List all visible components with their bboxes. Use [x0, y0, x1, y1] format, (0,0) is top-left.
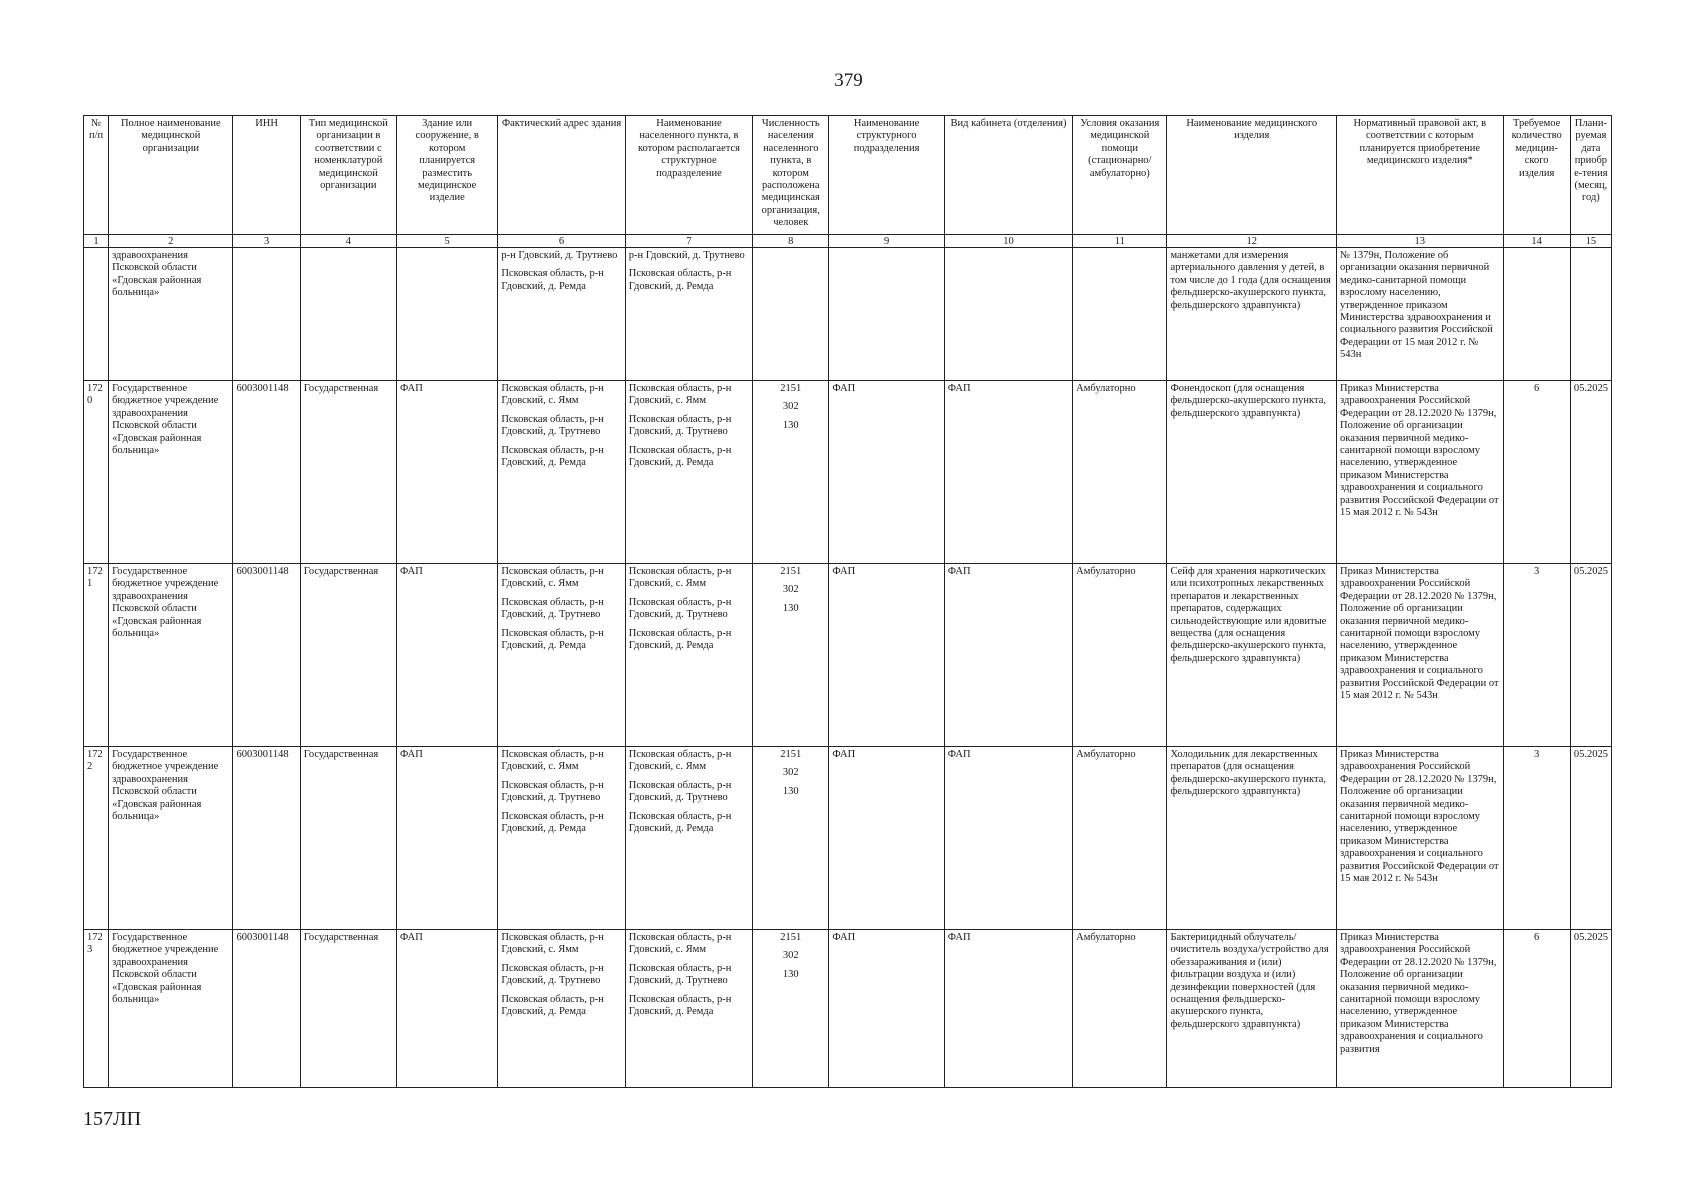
document-code: 157ЛП — [83, 1108, 142, 1130]
cell-device: Холодильник для лекарственных препаратов (для оснащения фельдшерско-акушерского пункта, фельдшерского здравпункта) — [1167, 747, 1337, 930]
cell-org: Государственное бюджетное учреждение здравоохранения Псковской области «Гдовская районная больница» — [109, 930, 233, 1088]
table-row — [84, 747, 1612, 930]
population-value: 2151 — [780, 749, 802, 760]
cell-num: 1721 — [84, 564, 109, 747]
cell-inn: 6003001148 — [233, 930, 300, 1088]
address-line: Псковская область, р-н Гдовский, д. Трутнево — [501, 962, 604, 987]
cell-unit: ФАП — [829, 930, 944, 1088]
cell-org: Государственное бюджетное учреждение здравоохранения Псковской области «Гдовская районная больница» — [109, 381, 233, 564]
cell-date: 05.2025 — [1570, 381, 1611, 564]
address-line: Псковская область, р-н Гдовский, д. Трутнево — [501, 413, 604, 438]
population-value: 302 — [782, 950, 799, 962]
address-line: Псковская область, р-н Гдовский, д. Ремда — [501, 810, 604, 835]
cell-office: ФАП — [944, 747, 1072, 930]
cell-address — [498, 248, 625, 381]
col-number: 14 — [1503, 235, 1570, 248]
cell-conditions: Амбулаторно — [1073, 381, 1167, 564]
cell-device: Бактерицидный облучатель/очиститель воздуха/устройство для обеззараживания и (или) фильтрации воздуха и (или) дезинфекции поверхностей (для оснащения фельдшерско-акушерского пункта, фельдшерского здравпункта) — [1167, 930, 1337, 1088]
cell-building: ФАП — [397, 747, 498, 930]
population-value: 2151 — [780, 566, 802, 577]
population-value: 130 — [782, 968, 799, 980]
col-header: Здание или сооружение, в котором планируется разместить медицинское изделие — [397, 116, 498, 235]
cell-building: ФАП — [397, 381, 498, 564]
address-line: Псковская область, р-н Гдовский, с. Ямм — [501, 566, 604, 590]
col-number: 9 — [829, 235, 944, 248]
cell-org: здравоохранения Псковской области «Гдовская районная больница» — [109, 248, 233, 381]
cell-building: ФАП — [397, 564, 498, 747]
col-number: 1 — [84, 235, 109, 248]
col-number: 7 — [625, 235, 752, 248]
table-row — [84, 381, 1612, 564]
col-number: 13 — [1337, 235, 1504, 248]
cell-num — [84, 248, 109, 381]
population-value: 302 — [782, 584, 799, 596]
col-header: Условия оказания медицинской помощи (стационарно/ амбулаторно) — [1073, 116, 1167, 235]
cell-address — [498, 747, 625, 930]
cell-conditions: Амбулаторно — [1073, 564, 1167, 747]
col-header: Нормативный правовой акт, в соответствии с которым планируется приобретение медицинского изделия* — [1337, 116, 1504, 235]
col-header: ИНН — [233, 116, 300, 235]
col-header: Полное наименование медицинской организации — [109, 116, 233, 235]
cell-act: № 1379н, Положение об организации оказания первичной медико-санитарной помощи взрослому населению, утвержденное приказом Министерства здравоохранения и социального развития Российской Федерации от 15 мая 2012 г. № 543н — [1337, 248, 1504, 381]
cell-population — [753, 930, 829, 1088]
locality-line: Псковская область, р-н Гдовский, с. Ямм — [628, 932, 732, 956]
locality-line: Псковская область, р-н Гдовский, д. Ремда — [628, 444, 732, 469]
cell-qty: 6 — [1503, 381, 1570, 564]
cell-address — [498, 930, 625, 1088]
col-number: 10 — [944, 235, 1072, 248]
col-number: 4 — [300, 235, 396, 248]
cell-org: Государственное бюджетное учреждение здравоохранения Псковской области «Гдовская районная больница» — [109, 564, 233, 747]
locality-line: Псковская область, р-н Гдовский, д. Ремда — [628, 268, 732, 292]
cell-locality — [625, 381, 752, 564]
cell-type: Государственная — [300, 381, 396, 564]
locality-line: Псковская область, р-н Гдовский, д. Трутнево — [628, 962, 732, 987]
cell-type: Государственная — [300, 747, 396, 930]
cell-date: 05.2025 — [1570, 564, 1611, 747]
cell-unit: ФАП — [829, 381, 944, 564]
col-header: Требуемое количество медицин-ского изделия — [1503, 116, 1570, 235]
cell-type: Государственная — [300, 564, 396, 747]
cell-act: Приказ Министерства здравоохранения Российской Федерации от 28.12.2020 № 1379н, Положение об организации оказания первичной медико-санитарной помощи взрослому населению, утвержденное приказом Министерства здравоохранения и социального развития Российской Федерации от 15 мая 2012 г. № 543н — [1337, 747, 1504, 930]
locality-line: Псковская область, р-н Гдовский, д. Трутнево — [628, 413, 732, 438]
cell-building: ФАП — [397, 930, 498, 1088]
locality-line: Псковская область, р-н Гдовский, с. Ямм — [628, 749, 732, 773]
cell-inn: 6003001148 — [233, 381, 300, 564]
cell-qty — [1503, 248, 1570, 381]
cell-num: 1723 — [84, 930, 109, 1088]
cell-address — [498, 381, 625, 564]
locality-line: Псковская область, р-н Гдовский, с. Ямм — [628, 383, 732, 407]
address-line: Псковская область, р-н Гдовский, д. Трутнево — [501, 596, 604, 621]
col-header: Численность населения населенного пункта, в котором расположена медицинская организация, человек — [753, 116, 829, 235]
locality-line: Псковская область, р-н Гдовский, д. Ремда — [628, 993, 732, 1018]
cell-type — [300, 248, 396, 381]
cell-population — [753, 248, 829, 381]
col-number: 11 — [1073, 235, 1167, 248]
locality-line: Псковская область, р-н Гдовский, с. Ямм — [628, 566, 732, 590]
cell-num: 1722 — [84, 747, 109, 930]
col-number: 5 — [397, 235, 498, 248]
locality-line: Псковская область, р-н Гдовский, д. Трутнево — [628, 779, 732, 804]
table-row — [84, 564, 1612, 747]
population-value: 302 — [782, 767, 799, 779]
cell-conditions: Амбулаторно — [1073, 747, 1167, 930]
cell-address — [498, 564, 625, 747]
address-line: Псковская область, р-н Гдовский, д. Ремда — [501, 268, 604, 292]
col-header: № п/п — [84, 116, 109, 235]
col-header: Вид кабинета (отделения) — [944, 116, 1072, 235]
address-line: Псковская область, р-н Гдовский, с. Ямм — [501, 383, 604, 407]
address-line: Псковская область, р-н Гдовский, д. Ремда — [501, 993, 604, 1018]
population-value: 130 — [782, 602, 799, 614]
address-line: Псковская область, р-н Гдовский, с. Ямм — [501, 749, 604, 773]
cell-office: ФАП — [944, 564, 1072, 747]
population-value: 130 — [782, 785, 799, 797]
locality-line: р-н Гдовский, д. Трутнево — [628, 250, 745, 261]
cell-device: Фонендоскоп (для оснащения фельдшерско-акушерского пункта, фельдшерского здравпункта) — [1167, 381, 1337, 564]
col-header: Плани-руемая дата приобре-тения (месяц, год) — [1570, 116, 1611, 235]
cell-act: Приказ Министерства здравоохранения Российской Федерации от 28.12.2020 № 1379н, Положение об организации оказания первичной медико-санитарной помощи взрослому населению, утвержденное приказом Министерства здравоохранения и социального развития Российской Федерации от 15 мая 2012 г. № 543н — [1337, 381, 1504, 564]
col-header: Наименование населенного пункта, в котором располагается структурное подразделение — [625, 116, 752, 235]
cell-inn: 6003001148 — [233, 747, 300, 930]
address-line: р-н Гдовский, д. Трутнево — [501, 250, 618, 261]
cell-type: Государственная — [300, 930, 396, 1088]
cell-population — [753, 747, 829, 930]
page-number: 379 — [834, 70, 863, 91]
cell-conditions: Амбулаторно — [1073, 930, 1167, 1088]
cell-num: 1720 — [84, 381, 109, 564]
col-number: 8 — [753, 235, 829, 248]
cell-act: Приказ Министерства здравоохранения Российской Федерации от 28.12.2020 № 1379н, Положение об организации оказания первичной медико-санитарной помощи взрослому населению, утвержденное приказом Министерства здравоохранения и социального развития — [1337, 930, 1504, 1088]
cell-population — [753, 564, 829, 747]
cell-date — [1570, 248, 1611, 381]
population-value: 2151 — [780, 932, 802, 943]
cell-locality — [625, 930, 752, 1088]
cell-locality — [625, 564, 752, 747]
col-header: Наименование медицинского изделия — [1167, 116, 1337, 235]
col-number: 15 — [1570, 235, 1611, 248]
address-line: Псковская область, р-н Гдовский, д. Ремда — [501, 444, 604, 469]
header-row — [84, 116, 1612, 235]
continuation-row — [84, 248, 1612, 381]
cell-device: Сейф для хранения наркотических или психотропных лекарственных препаратов и лекарственных препаратов, содержащих сильнодействующие или ядовитые вещества (для оснащения фельдшерско-акушерского пункта, фельдшерского здравпункта) — [1167, 564, 1337, 747]
col-number: 6 — [498, 235, 625, 248]
address-line: Псковская область, р-н Гдовский, д. Ремда — [501, 627, 604, 652]
population-value: 302 — [782, 401, 799, 413]
locality-line: Псковская область, р-н Гдовский, д. Ремда — [628, 810, 732, 835]
population-value: 2151 — [780, 383, 802, 394]
cell-qty: 6 — [1503, 930, 1570, 1088]
cell-population — [753, 381, 829, 564]
cell-unit — [829, 248, 944, 381]
table-row — [84, 930, 1612, 1088]
cell-conditions — [1073, 248, 1167, 381]
address-line: Псковская область, р-н Гдовский, д. Трутнево — [501, 779, 604, 804]
col-number: 2 — [109, 235, 233, 248]
cell-unit: ФАП — [829, 564, 944, 747]
cell-inn — [233, 248, 300, 381]
cell-office — [944, 248, 1072, 381]
cell-device: манжетами для измерения артериального давления у детей, в том числе до 1 года (для оснащения фельдшерско-акушерского пункта, фельдшерского здравпункта) — [1167, 248, 1337, 381]
cell-building — [397, 248, 498, 381]
address-line: Псковская область, р-н Гдовский, с. Ямм — [501, 932, 604, 956]
population-value: 130 — [782, 419, 799, 431]
locality-line: Псковская область, р-н Гдовский, д. Ремда — [628, 627, 732, 652]
col-header: Тип медицинской организации в соответствии с номенклатурой медицинской организации — [300, 116, 396, 235]
equipment-table — [83, 115, 1612, 1088]
cell-unit: ФАП — [829, 747, 944, 930]
locality-line: Псковская область, р-н Гдовский, д. Трутнево — [628, 596, 732, 621]
cell-office: ФАП — [944, 930, 1072, 1088]
cell-qty: 3 — [1503, 747, 1570, 930]
cell-date: 05.2025 — [1570, 747, 1611, 930]
cell-qty: 3 — [1503, 564, 1570, 747]
col-header: Фактический адрес здания — [498, 116, 625, 235]
col-header: Наименование структурного подразделения — [829, 116, 944, 235]
cell-inn: 6003001148 — [233, 564, 300, 747]
cell-date: 05.2025 — [1570, 930, 1611, 1088]
col-number: 3 — [233, 235, 300, 248]
column-number-row — [84, 235, 1612, 248]
cell-locality — [625, 248, 752, 381]
cell-act: Приказ Министерства здравоохранения Российской Федерации от 28.12.2020 № 1379н, Положение об организации оказания первичной медико-санитарной помощи взрослому населению, утвержденное приказом Министерства здравоохранения и социального развития Российской Федерации от 15 мая 2012 г. № 543н — [1337, 564, 1504, 747]
cell-locality — [625, 747, 752, 930]
col-number: 12 — [1167, 235, 1337, 248]
cell-org: Государственное бюджетное учреждение здравоохранения Псковской области «Гдовская районная больница» — [109, 747, 233, 930]
cell-office: ФАП — [944, 381, 1072, 564]
